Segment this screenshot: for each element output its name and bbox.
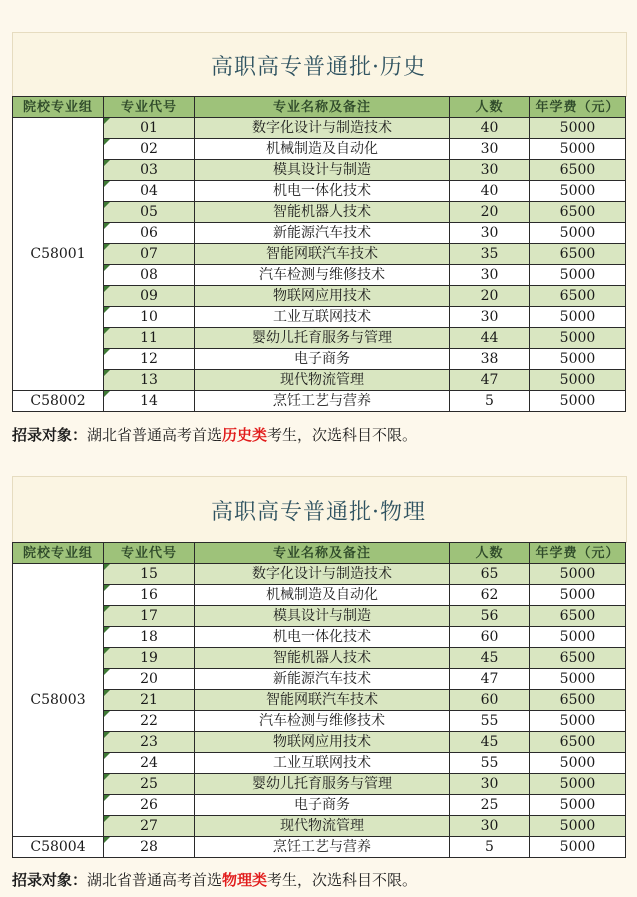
- group-code: C58001: [13, 118, 104, 391]
- group-code: C58004: [13, 837, 104, 858]
- tuition-fee: 5000: [530, 307, 626, 328]
- major-name: 电子商务: [195, 795, 450, 816]
- plan-table: [12, 96, 626, 412]
- plan-table: [12, 542, 626, 858]
- table-row: [13, 753, 626, 774]
- header-group: 院校专业组: [13, 97, 104, 118]
- note-text-after: 考生，次选科目不限。: [267, 426, 418, 444]
- admission-note: [12, 869, 417, 890]
- major-code: 19: [104, 648, 195, 669]
- major-name: 智能机器人技术: [195, 648, 450, 669]
- tuition-fee: 5000: [530, 627, 626, 648]
- enrollment-count: 45: [450, 732, 530, 753]
- table-row: [13, 585, 626, 606]
- note-text-after: 考生，次选科目不限。: [267, 871, 418, 889]
- tuition-fee: 5000: [530, 181, 626, 202]
- table-row: [13, 837, 626, 858]
- tuition-fee: 5000: [530, 265, 626, 286]
- header-group: 院校专业组: [13, 543, 104, 564]
- table-header-row: [13, 97, 626, 118]
- major-code: 06: [104, 223, 195, 244]
- enrollment-count: 30: [450, 816, 530, 837]
- table-row: [13, 648, 626, 669]
- tuition-fee: 5000: [530, 669, 626, 690]
- table-row: [13, 669, 626, 690]
- enrollment-count: 5: [450, 837, 530, 858]
- table-row: [13, 202, 626, 223]
- enrollment-count: 44: [450, 328, 530, 349]
- header-fee: 年学费（元）: [530, 97, 626, 118]
- major-code: 14: [104, 391, 195, 412]
- tuition-fee: 5000: [530, 564, 626, 585]
- tuition-fee: 5000: [530, 328, 626, 349]
- major-name: 现代物流管理: [195, 816, 450, 837]
- enrollment-count: 30: [450, 223, 530, 244]
- header-fee: 年学费（元）: [530, 543, 626, 564]
- enrollment-count: 30: [450, 307, 530, 328]
- tuition-fee: 6500: [530, 732, 626, 753]
- tuition-fee: 6500: [530, 606, 626, 627]
- header-name: 专业名称及备注: [195, 543, 450, 564]
- major-name: 智能网联汽车技术: [195, 690, 450, 711]
- major-code: 23: [104, 732, 195, 753]
- major-code: 26: [104, 795, 195, 816]
- major-code: 22: [104, 711, 195, 732]
- enrollment-count: 20: [450, 202, 530, 223]
- table-header-row: [13, 543, 626, 564]
- table-row: [13, 627, 626, 648]
- table-row: [13, 690, 626, 711]
- enrollment-count: 62: [450, 585, 530, 606]
- table-row: [13, 118, 626, 139]
- enrollment-count: 38: [450, 349, 530, 370]
- note-label: 招录对象：: [12, 426, 88, 444]
- tuition-fee: 6500: [530, 244, 626, 265]
- enrollment-count: 40: [450, 118, 530, 139]
- table-row: [13, 160, 626, 181]
- table-row: [13, 391, 626, 412]
- tuition-fee: 6500: [530, 690, 626, 711]
- major-name: 现代物流管理: [195, 370, 450, 391]
- major-code: 21: [104, 690, 195, 711]
- enrollment-count: 30: [450, 265, 530, 286]
- group-code: C58002: [13, 391, 104, 412]
- enrollment-count: 56: [450, 606, 530, 627]
- tuition-fee: 5000: [530, 349, 626, 370]
- tuition-fee: 5000: [530, 711, 626, 732]
- tuition-fee: 5000: [530, 774, 626, 795]
- major-name: 模具设计与制造: [195, 606, 450, 627]
- enrollment-count: 35: [450, 244, 530, 265]
- major-name: 机械制造及自动化: [195, 585, 450, 606]
- major-code: 01: [104, 118, 195, 139]
- table-row: [13, 774, 626, 795]
- major-name: 机电一体化技术: [195, 627, 450, 648]
- enrollment-count: 5: [450, 391, 530, 412]
- header-code: 专业代号: [104, 97, 195, 118]
- table-row: [13, 244, 626, 265]
- admission-note: [12, 424, 417, 445]
- major-name: 新能源汽车技术: [195, 223, 450, 244]
- table-row: [13, 795, 626, 816]
- tuition-fee: 5000: [530, 816, 626, 837]
- major-name: 智能网联汽车技术: [195, 244, 450, 265]
- tuition-fee: 5000: [530, 391, 626, 412]
- section-title: 高职高专普通批·物理: [211, 500, 426, 525]
- table-row: [13, 307, 626, 328]
- note-text-before: 湖北省普通高考首选: [87, 426, 223, 444]
- section-title: 高职高专普通批·历史: [211, 55, 426, 80]
- tuition-fee: 5000: [530, 223, 626, 244]
- enrollment-count: 60: [450, 690, 530, 711]
- major-code: 08: [104, 265, 195, 286]
- major-code: 20: [104, 669, 195, 690]
- enrollment-count: 20: [450, 286, 530, 307]
- table-row: [13, 564, 626, 585]
- major-code: 02: [104, 139, 195, 160]
- major-code: 24: [104, 753, 195, 774]
- major-name: 工业互联网技术: [195, 307, 450, 328]
- enrollment-count: 65: [450, 564, 530, 585]
- tuition-fee: 5000: [530, 118, 626, 139]
- note-highlight: 历史类: [222, 426, 268, 444]
- major-name: 物联网应用技术: [195, 286, 450, 307]
- table-row: [13, 139, 626, 160]
- major-code: 07: [104, 244, 195, 265]
- major-name: 智能机器人技术: [195, 202, 450, 223]
- major-name: 机械制造及自动化: [195, 139, 450, 160]
- major-code: 12: [104, 349, 195, 370]
- table-row: [13, 286, 626, 307]
- major-name: 数字化设计与制造技术: [195, 564, 450, 585]
- major-code: 17: [104, 606, 195, 627]
- major-code: 28: [104, 837, 195, 858]
- enrollment-count: 45: [450, 648, 530, 669]
- tuition-fee: 6500: [530, 648, 626, 669]
- note-text-before: 湖北省普通高考首选: [87, 871, 223, 889]
- major-name: 电子商务: [195, 349, 450, 370]
- table-row: [13, 606, 626, 627]
- major-name: 机电一体化技术: [195, 181, 450, 202]
- major-name: 新能源汽车技术: [195, 669, 450, 690]
- header-count: 人数: [450, 97, 530, 118]
- tuition-fee: 5000: [530, 753, 626, 774]
- header-name: 专业名称及备注: [195, 97, 450, 118]
- enrollment-count: 47: [450, 669, 530, 690]
- major-name: 烹饪工艺与营养: [195, 837, 450, 858]
- table-row: [13, 328, 626, 349]
- table-row: [13, 732, 626, 753]
- major-name: 模具设计与制造: [195, 160, 450, 181]
- major-code: 11: [104, 328, 195, 349]
- major-code: 25: [104, 774, 195, 795]
- major-code: 18: [104, 627, 195, 648]
- tuition-fee: 6500: [530, 160, 626, 181]
- major-name: 数字化设计与制造技术: [195, 118, 450, 139]
- major-name: 汽车检测与维修技术: [195, 265, 450, 286]
- major-name: 婴幼儿托育服务与管理: [195, 328, 450, 349]
- major-code: 10: [104, 307, 195, 328]
- tuition-fee: 5000: [530, 837, 626, 858]
- major-code: 27: [104, 816, 195, 837]
- table-row: [13, 816, 626, 837]
- header-count: 人数: [450, 543, 530, 564]
- group-code: C58003: [13, 564, 104, 837]
- major-code: 16: [104, 585, 195, 606]
- tuition-fee: 5000: [530, 795, 626, 816]
- major-code: 04: [104, 181, 195, 202]
- major-name: 烹饪工艺与营养: [195, 391, 450, 412]
- enrollment-count: 60: [450, 627, 530, 648]
- table-row: [13, 711, 626, 732]
- major-code: 09: [104, 286, 195, 307]
- enrollment-count: 55: [450, 753, 530, 774]
- table-row: [13, 370, 626, 391]
- major-name: 物联网应用技术: [195, 732, 450, 753]
- enrollment-count: 25: [450, 795, 530, 816]
- table-row: [13, 181, 626, 202]
- table-row: [13, 223, 626, 244]
- enrollment-count: 40: [450, 181, 530, 202]
- enrollment-count: 47: [450, 370, 530, 391]
- tuition-fee: 6500: [530, 286, 626, 307]
- header-code: 专业代号: [104, 543, 195, 564]
- major-code: 05: [104, 202, 195, 223]
- major-code: 13: [104, 370, 195, 391]
- table-row: [13, 349, 626, 370]
- enrollment-count: 30: [450, 160, 530, 181]
- enrollment-count: 55: [450, 711, 530, 732]
- tuition-fee: 5000: [530, 139, 626, 160]
- table-row: [13, 265, 626, 286]
- enrollment-count: 30: [450, 139, 530, 160]
- major-code: 15: [104, 564, 195, 585]
- tuition-fee: 5000: [530, 370, 626, 391]
- major-code: 03: [104, 160, 195, 181]
- tuition-fee: 5000: [530, 585, 626, 606]
- note-label: 招录对象：: [12, 871, 88, 889]
- note-highlight: 物理类: [222, 871, 268, 889]
- major-name: 汽车检测与维修技术: [195, 711, 450, 732]
- major-name: 工业互联网技术: [195, 753, 450, 774]
- tuition-fee: 6500: [530, 202, 626, 223]
- enrollment-count: 30: [450, 774, 530, 795]
- major-name: 婴幼儿托育服务与管理: [195, 774, 450, 795]
